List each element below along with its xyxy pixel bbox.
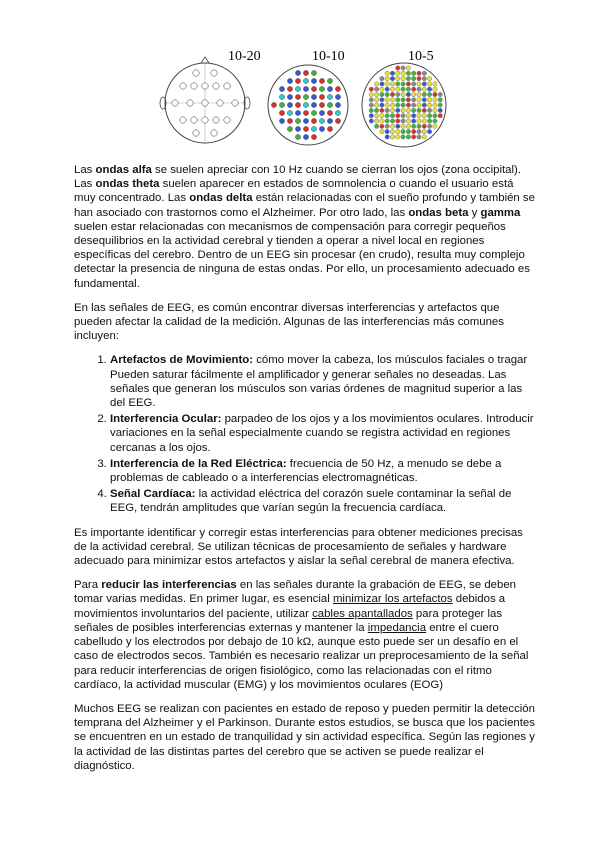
electrode-dot [287, 102, 292, 107]
electrode-dot [433, 114, 437, 118]
electrode-dot [380, 103, 384, 107]
electrode-dot [417, 92, 421, 96]
electrode-dot [303, 126, 308, 131]
electrode-dot [380, 124, 384, 128]
electrode-dot [311, 126, 316, 131]
electrode-dot [327, 126, 332, 131]
electrode-dot [327, 86, 332, 91]
electrode-dot [311, 110, 316, 115]
electrode-dot [295, 118, 300, 123]
electrode-dot [406, 71, 410, 75]
electrode-dot [385, 76, 389, 80]
electrode-dot [224, 83, 230, 89]
electrode-dot [211, 130, 217, 136]
electrode-dot [390, 135, 394, 139]
electrode-dot [401, 124, 405, 128]
electrode-dot [311, 102, 316, 107]
electrode-dot [412, 76, 416, 80]
electrode-dot [374, 119, 378, 123]
electrode-dot [422, 108, 426, 112]
label-10-20: 10-20 [228, 49, 261, 64]
electrode-dot [380, 87, 384, 91]
electrode-dot [369, 119, 373, 123]
electrode-dot [303, 86, 308, 91]
electrode-dot [319, 110, 324, 115]
electrode-dot [406, 103, 410, 107]
electrode-dot [427, 92, 431, 96]
electrode-dot [433, 92, 437, 96]
electrode-dot [385, 135, 389, 139]
electrode-dot [287, 118, 292, 123]
electrode-dot [427, 82, 431, 86]
electrode-dot [287, 126, 292, 131]
electrode-dot [433, 103, 437, 107]
electrode-dot [412, 124, 416, 128]
electrode-dot [433, 82, 437, 86]
electrode-dot [295, 78, 300, 83]
electrode-dot [380, 119, 384, 123]
electrode-dot [422, 124, 426, 128]
electrode-dot [427, 98, 431, 102]
electrode-dot [303, 110, 308, 115]
paragraph-reduce-interference [74, 578, 536, 692]
text-span: para proteger las señales de posibles interferencias externas y mantener la [74, 607, 503, 634]
label-10-5: 10-5 [408, 49, 434, 64]
electrode-dot [287, 110, 292, 115]
electrode-dot [417, 135, 421, 139]
electrode-dot [335, 94, 340, 99]
electrode-dot [396, 87, 400, 91]
term-gamma-waves: gamma [480, 206, 521, 219]
electrode-dot [390, 71, 394, 75]
head-10-20 [160, 57, 250, 143]
electrode-dot [406, 98, 410, 102]
electrode-dot [412, 82, 416, 86]
electrode-dot [433, 108, 437, 112]
electrode-dot [374, 114, 378, 118]
electrode-dot [217, 100, 223, 106]
electrode-dot [311, 78, 316, 83]
electrode-dot [396, 92, 400, 96]
electrode-dot [327, 78, 332, 83]
electrode-dot [369, 87, 373, 91]
electrode-dot [279, 102, 284, 107]
electrode-dot [374, 103, 378, 107]
electrode-dot [417, 129, 421, 133]
paragraph-brain-waves [74, 163, 536, 291]
text-span: Las [74, 164, 96, 176]
electrode-dot [193, 130, 199, 136]
paragraph-diagnosis: Muchos EEG se realizan con pacientes en estado de reposo y pueden permitir la detección temprana del Alzheimer y el Parkinson. Durante estos estudios, se busca que los pacientes se encuentren en un estado de tranquilidad y sin actividad específica. Según las regiones y la actividad de las distintas partes del cerebro que se activen se puede realizar el diagnóstico. [74, 702, 535, 772]
electrode-dot [374, 92, 378, 96]
electrode-dot [191, 83, 197, 89]
electrode-dot [385, 129, 389, 133]
electrode-dot [427, 114, 431, 118]
electrode-dot [385, 71, 389, 75]
electrode-dot [213, 117, 219, 123]
electrode-dot [406, 129, 410, 133]
electrode-dot [380, 82, 384, 86]
electrode-dot [412, 103, 416, 107]
electrode-dot [385, 108, 389, 112]
electrode-dot [380, 129, 384, 133]
electrode-dot [396, 129, 400, 133]
electrode-dot [311, 118, 316, 123]
electrode-dot [438, 92, 442, 96]
electrode-dot [396, 124, 400, 128]
electrode-dot [295, 70, 300, 75]
text-span: y [468, 206, 481, 219]
electrode-dot [172, 100, 178, 106]
electrode-dot [396, 76, 400, 80]
electrode-dot [295, 102, 300, 107]
electrode-dot [417, 76, 421, 80]
electrode-dot [374, 98, 378, 102]
text-span: debidos a movimientos involuntarios del paciente, utilizar [74, 593, 506, 620]
electrode-dot [287, 94, 292, 99]
electrode-dot [295, 110, 300, 115]
document-body [74, 163, 536, 783]
electrode-dot [374, 124, 378, 128]
electrode-dot [438, 98, 442, 102]
electrode-dot [438, 103, 442, 107]
list-item-text: parpadeo de los ojos y a los movimientos oculares. Introducir variaciones en la señal especialmente cuando se registra actividad en regiones cercanas a los ojos. [110, 413, 534, 454]
electrode-dot [438, 108, 442, 112]
electrode-dot [187, 100, 193, 106]
electrode-dot [390, 82, 394, 86]
electrode-dot [422, 87, 426, 91]
electrode-dot [369, 98, 373, 102]
electrode-dot [396, 98, 400, 102]
eeg-electrode-montage-figure [150, 46, 450, 154]
electrode-dot [295, 134, 300, 139]
electrode-dot [396, 119, 400, 123]
text-span: están relacionadas con el sueño profundo y también se han asociado con trastornos como el Alzheimer. Por otro lado, las [74, 192, 535, 219]
electrode-dot [401, 82, 405, 86]
electrodes-10-5 [369, 66, 442, 139]
electrode-dot [427, 87, 431, 91]
electrode-dot [390, 129, 394, 133]
electrode-dot [401, 135, 405, 139]
electrode-dot [319, 86, 324, 91]
electrode-dot [385, 114, 389, 118]
electrode-dot [401, 119, 405, 123]
electrode-dot [427, 129, 431, 133]
electrode-dot [422, 119, 426, 123]
montage-svg [150, 46, 450, 154]
electrode-dot [406, 66, 410, 70]
electrode-dot [390, 76, 394, 80]
electrode-dot [374, 87, 378, 91]
list-item [110, 487, 536, 515]
electrode-dot [417, 114, 421, 118]
electrode-dot [202, 117, 208, 123]
electrode-dot [279, 94, 284, 99]
electrode-dot [438, 114, 442, 118]
underlined-impedance: impedancia [367, 621, 427, 634]
electrode-dot [422, 129, 426, 133]
electrode-dot [427, 119, 431, 123]
list-item-text: la actividad eléctrica del corazón suele contaminar la señal de EEG, tendrán amplitudes que varían según la frecuencia cardíaca. [110, 488, 512, 515]
electrode-dot [271, 102, 276, 107]
electrode-dot [427, 103, 431, 107]
term-delta-waves: ondas delta [189, 192, 253, 205]
head-10-5 [362, 63, 446, 147]
electrode-dot [327, 110, 332, 115]
electrode-dot [396, 103, 400, 107]
electrode-dot [303, 78, 308, 83]
electrode-dot [202, 100, 208, 106]
electrode-dot [319, 94, 324, 99]
electrode-dot [369, 103, 373, 107]
electrode-dot [380, 76, 384, 80]
electrode-dot [303, 134, 308, 139]
electrode-dot [335, 102, 340, 107]
electrode-dot [327, 118, 332, 123]
text-span: suelen aparecer en estados de somnolencia o cuando el usuario está muy concentrado. Las [74, 178, 514, 205]
electrode-dot [422, 98, 426, 102]
electrode-dot [311, 86, 316, 91]
electrode-dot [287, 86, 292, 91]
electrode-dot [433, 119, 437, 123]
electrode-dot [279, 86, 284, 91]
term-theta-waves: ondas theta [95, 178, 160, 191]
electrode-dot [295, 86, 300, 91]
electrode-dot [327, 94, 332, 99]
electrode-dot [401, 66, 405, 70]
electrode-dot [417, 108, 421, 112]
electrode-dot [433, 98, 437, 102]
electrode-dot [202, 83, 208, 89]
electrode-dot [406, 82, 410, 86]
electrode-dot [374, 108, 378, 112]
electrode-dot [369, 114, 373, 118]
electrode-dot [401, 103, 405, 107]
electrode-dot [385, 124, 389, 128]
electrode-dot [335, 118, 340, 123]
electrode-dot [303, 102, 308, 107]
electrode-dot [374, 82, 378, 86]
electrode-dot [417, 71, 421, 75]
electrode-dot [390, 119, 394, 123]
electrode-dot [224, 117, 230, 123]
electrode-dot [390, 103, 394, 107]
electrode-dot [406, 92, 410, 96]
electrode-dot [311, 94, 316, 99]
term-reduce-interference: reducir las interferencias [101, 579, 237, 592]
electrode-dot [412, 135, 416, 139]
electrode-dot [385, 98, 389, 102]
electrode-dot [406, 124, 410, 128]
electrode-dot [319, 118, 324, 123]
electrode-dot [369, 92, 373, 96]
electrode-dot [335, 86, 340, 91]
electrode-dot [406, 87, 410, 91]
underlined-shielded-cables: cables apantallados [312, 607, 413, 620]
electrode-dot [422, 71, 426, 75]
electrode-dot [380, 108, 384, 112]
electrode-dot [417, 119, 421, 123]
electrode-dot [412, 119, 416, 123]
electrode-dot [279, 110, 284, 115]
electrode-dot [422, 76, 426, 80]
list-item [110, 412, 536, 455]
list-item-text: frecuencia de 50 Hz, a menudo se debe a problemas de cableado o a interferencias electromagnéticas. [110, 457, 502, 485]
electrode-dot [427, 124, 431, 128]
text-span: Para [74, 579, 102, 592]
electrode-dot [412, 87, 416, 91]
electrode-dot [396, 108, 400, 112]
list-item-title: Interferencia de la Red Eléctrica: [110, 457, 287, 470]
electrode-dot [412, 114, 416, 118]
electrode-dot [417, 87, 421, 91]
electrode-dot [335, 110, 340, 115]
electrode-dot [180, 83, 186, 89]
electrode-dot [417, 103, 421, 107]
electrode-dot [417, 124, 421, 128]
list-item-text: cómo mover la cabeza, los músculos faciales o tragar Pueden saturar fácilmente el amplificador y generar señales no deseadas. Las señales que generan los músculos son varias órdenes de magnitud superior a las del EEG. [110, 354, 528, 410]
electrode-dot [427, 108, 431, 112]
electrode-dot [396, 135, 400, 139]
term-beta-waves: ondas beta [408, 206, 469, 219]
electrode-dot [385, 87, 389, 91]
electrode-dot [327, 102, 332, 107]
electrode-dot [369, 108, 373, 112]
text-span: se suelen apreciar con 10 Hz cuando se cierran los ojos (zona occipital). Las [74, 164, 521, 191]
electrode-dot [180, 117, 186, 123]
electrode-dot [422, 135, 426, 139]
electrode-dot [390, 87, 394, 91]
paragraph-interferences-intro: En las señales de EEG, es común encontrar diversas interferencias y artefactos que pueden afectar la calidad de la medición. Algunas de las interferencias más comunes incluyen: [74, 301, 504, 343]
electrode-dot [287, 78, 292, 83]
electrode-dot [396, 71, 400, 75]
electrode-dot [385, 92, 389, 96]
electrode-dot [401, 98, 405, 102]
electrode-dot [191, 117, 197, 123]
electrodes-10-10 [271, 70, 340, 139]
electrode-dot [380, 92, 384, 96]
electrode-dot [303, 118, 308, 123]
electrode-dot [390, 92, 394, 96]
electrode-dot [406, 108, 410, 112]
electrode-dot [401, 129, 405, 133]
head-10-10 [268, 65, 348, 145]
electrode-dot [319, 102, 324, 107]
electrode-dot [385, 82, 389, 86]
electrode-dot [385, 103, 389, 107]
electrode-dot [380, 114, 384, 118]
list-item-title: Interferencia Ocular: [110, 413, 222, 426]
electrode-dot [390, 124, 394, 128]
electrode-dot [295, 126, 300, 131]
list-item-title: Artefactos de Movimiento: [110, 354, 254, 367]
list-item [110, 457, 536, 485]
electrode-dot [412, 98, 416, 102]
text-span: entre el cuero cabelludo y los electrodos por debajo de 10 kΩ, aunque esto puede ser un desafío en el caso de electrodos secos. También es necesario realizar un preprocesamiento de la señal para reducir interferencias de origen fisiológico, como las relacionadas con el ritmo cardíaco, la actividad muscular (EMG) y los movimientos oculares (EOG) [74, 621, 529, 691]
electrode-dot [412, 108, 416, 112]
electrode-dot [279, 118, 284, 123]
electrode-dot [193, 70, 199, 76]
electrode-dot [422, 92, 426, 96]
electrode-dot [417, 98, 421, 102]
electrode-dot [390, 114, 394, 118]
electrode-dot [401, 92, 405, 96]
electrode-dot [422, 82, 426, 86]
electrode-dot [401, 71, 405, 75]
electrode-dot [390, 108, 394, 112]
interference-list [74, 353, 536, 515]
electrode-dot [422, 114, 426, 118]
electrode-dot [232, 100, 238, 106]
electrode-dot [311, 134, 316, 139]
electrode-dot [412, 71, 416, 75]
electrode-dot [401, 76, 405, 80]
electrode-dot [412, 129, 416, 133]
electrode-dot [311, 70, 316, 75]
electrode-dot [417, 82, 421, 86]
underlined-minimize-artifacts: minimizar los artefactos [332, 593, 453, 606]
electrode-dot [412, 92, 416, 96]
electrode-dot [319, 126, 324, 131]
electrode-dot [303, 70, 308, 75]
electrode-dot [406, 119, 410, 123]
list-item-title: Señal Cardíaca: [110, 488, 196, 501]
electrode-dot [396, 66, 400, 70]
electrode-dot [401, 87, 405, 91]
label-10-10: 10-10 [312, 49, 345, 64]
paragraph-correction: Es importante identificar y corregir estas interferencias para obtener mediciones precisas de la actividad cerebral. Se utilizan técnicas de procesamiento de señales y hardware adecuado para minimizar estos artefactos y aislar la señal cerebral de manera efectiva. [74, 526, 523, 568]
electrode-dot [396, 114, 400, 118]
electrode-dot [295, 94, 300, 99]
electrode-dot [213, 83, 219, 89]
electrode-dot [406, 114, 410, 118]
term-alpha-waves: ondas alfa [95, 164, 152, 176]
text-span: suelen estar relacionadas con mecanismos de compensación para corregir pequeños desequilibrios en la actividad cerebral y tienden a operar a nivel local en regiones específicas del cerebro. Dentro de un EEG sin procesar (en crudo), resulta muy complejo detectar la presencia de ninguna de estas ondas. Por ello, un procesamiento adecuado es fundamental. [74, 220, 530, 290]
electrode-dot [303, 94, 308, 99]
electrode-dot [401, 108, 405, 112]
electrode-dot [433, 124, 437, 128]
electrode-dot [319, 78, 324, 83]
list-item [110, 353, 536, 410]
electrode-dot [433, 87, 437, 91]
electrode-dot [406, 135, 410, 139]
electrode-dot [211, 70, 217, 76]
text-span: en las señales durante la grabación de EEG, se deben tomar varias medidas. En primer lugar, es esencial [74, 579, 516, 606]
electrode-dot [385, 119, 389, 123]
electrode-dot [406, 76, 410, 80]
electrode-dot [422, 103, 426, 107]
electrode-dot [427, 76, 431, 80]
electrode-dot [401, 114, 405, 118]
electrode-dot [390, 98, 394, 102]
electrode-dot [396, 82, 400, 86]
electrode-dot [380, 98, 384, 102]
